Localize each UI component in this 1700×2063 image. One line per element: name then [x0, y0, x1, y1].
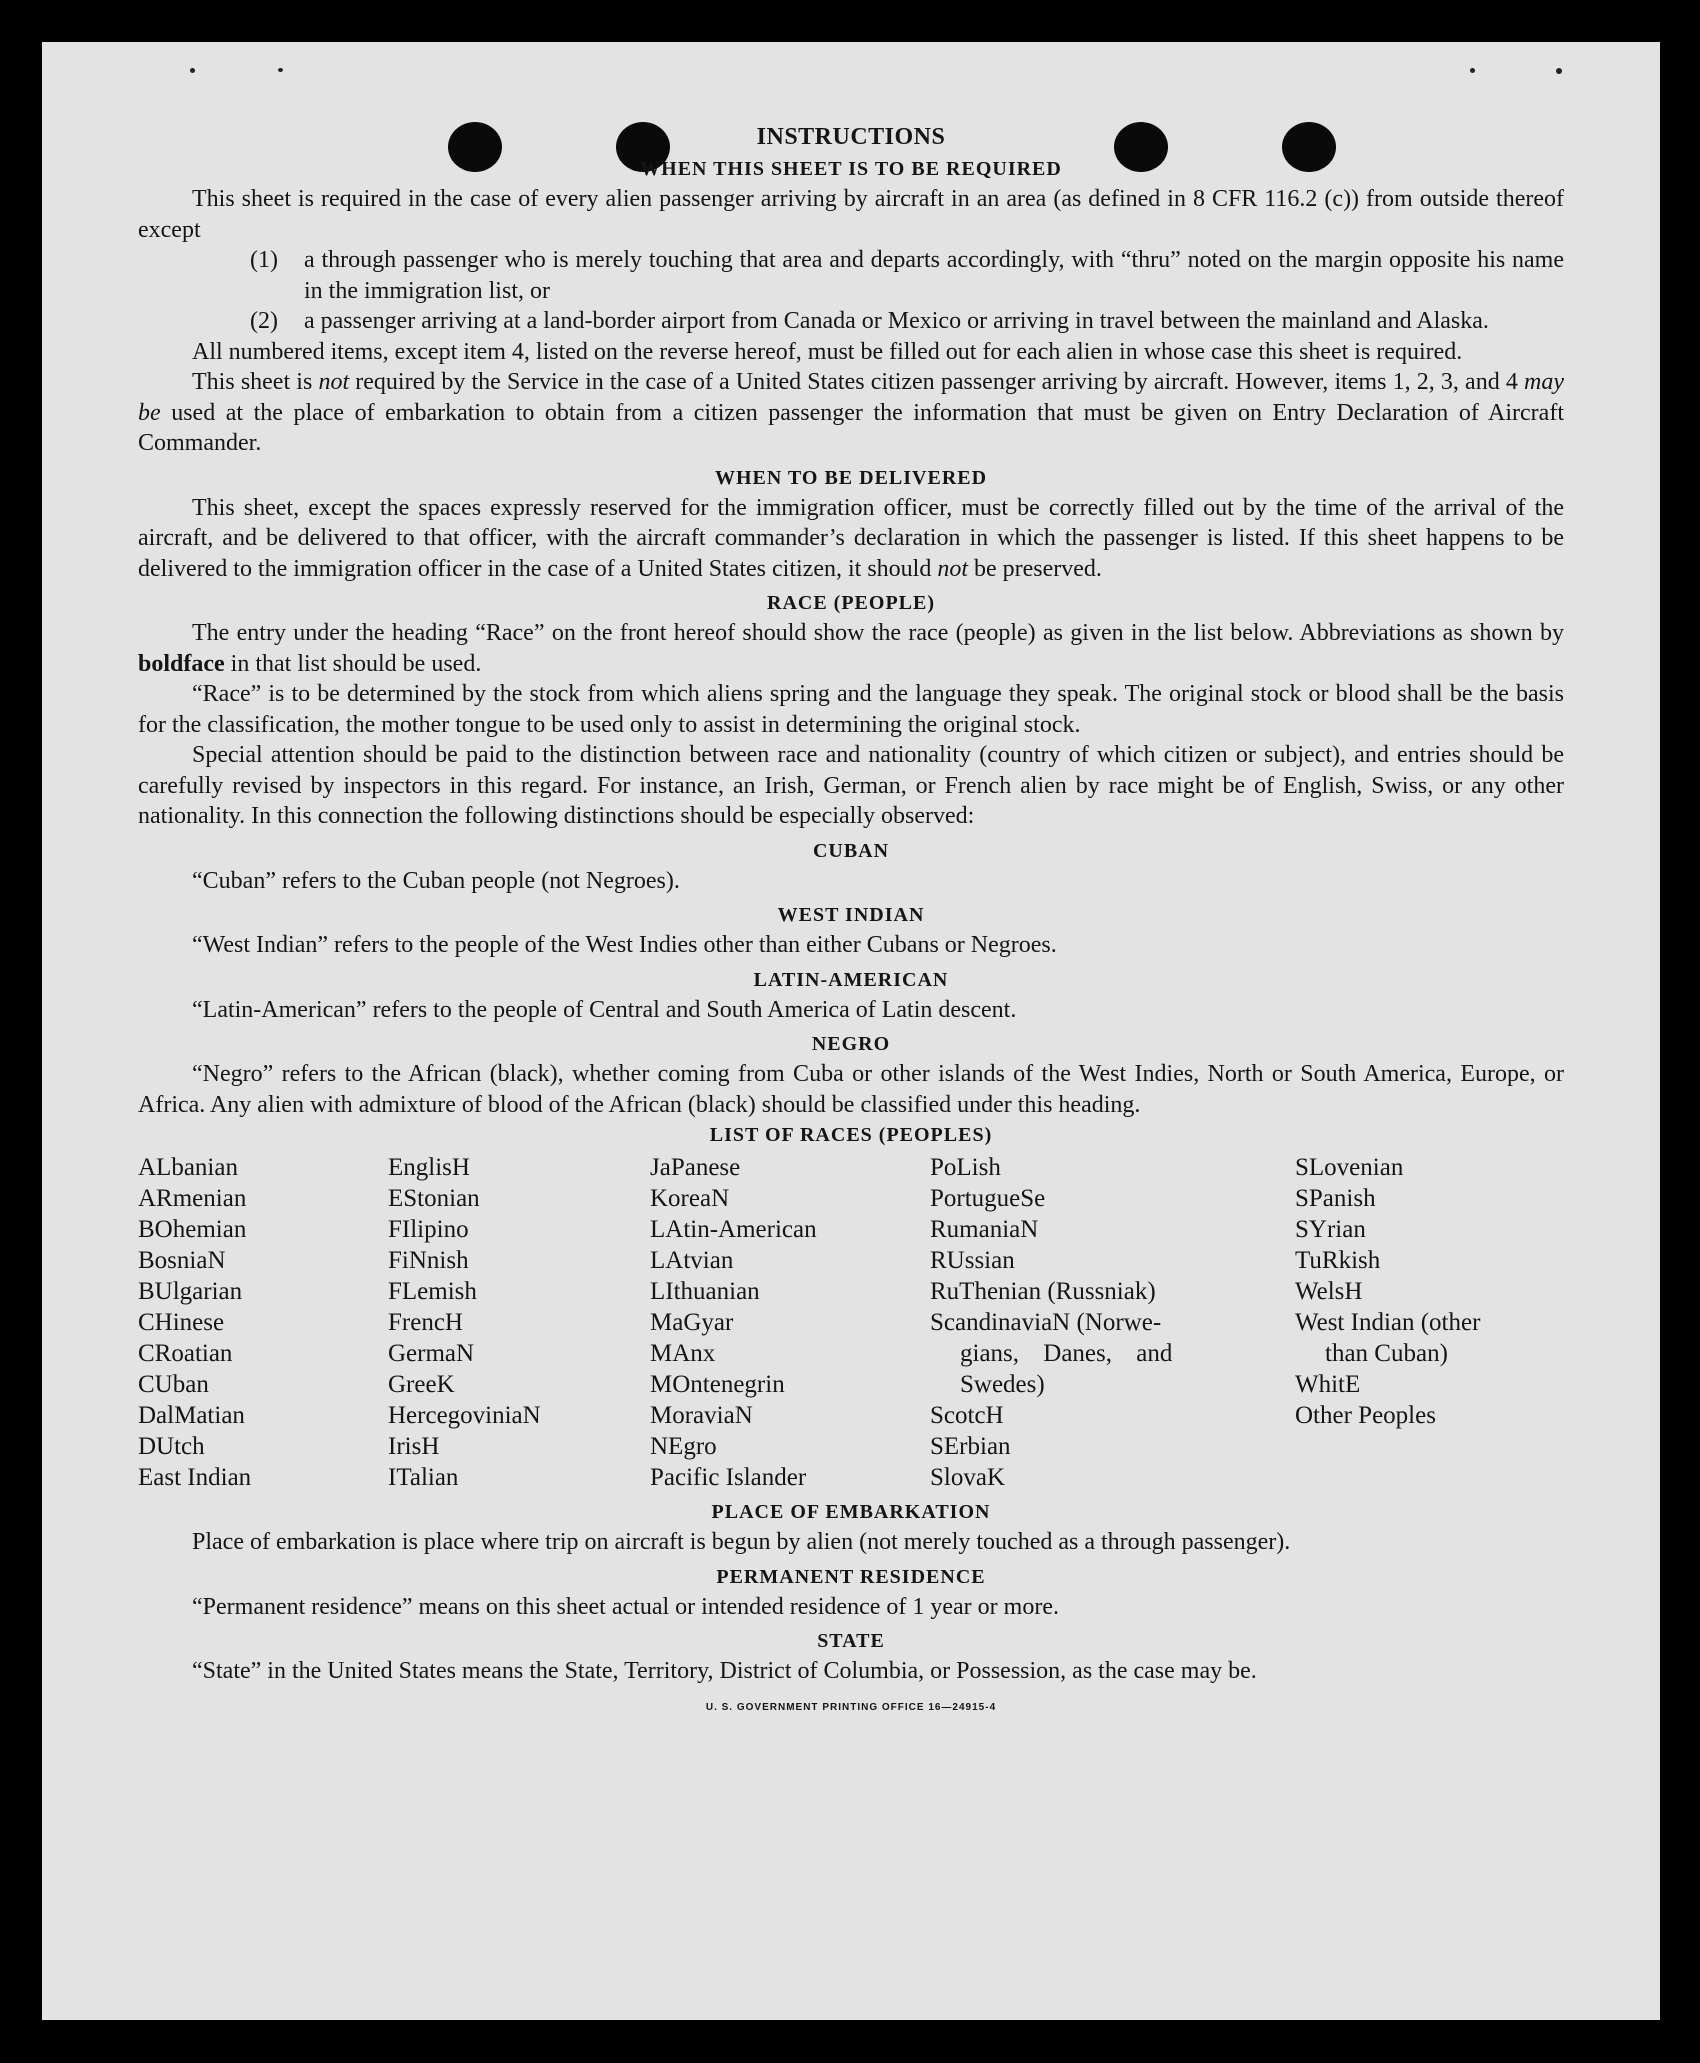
- race-item: PoLish: [930, 1154, 1001, 1181]
- race-item: MOntenegrin: [650, 1371, 785, 1398]
- races-column: [388, 1152, 650, 1493]
- race-item: SlovaK: [930, 1464, 1005, 1491]
- item-number: (1): [250, 247, 278, 273]
- race-item: Other Peoples: [1295, 1402, 1436, 1429]
- race-item: KoreaN: [650, 1185, 730, 1212]
- race-item: CHinese: [138, 1309, 225, 1336]
- race-item-continued: gians, Danes, and: [960, 1340, 1173, 1367]
- race-item: RUssian: [930, 1247, 1015, 1274]
- heading-when-delivered: WHEN TO BE DELIVERED: [714, 466, 988, 489]
- race-item: FrencH: [388, 1309, 463, 1336]
- heading-west-indian: WEST INDIAN: [777, 904, 925, 926]
- race-item: ARmenian: [138, 1185, 247, 1212]
- paragraph: “Race” is to be determined by the stock from which aliens spring and the language they speak. The original stock or blood shall be the basis for the classification, the mother tongue to be used only to assist in determining the original stock.: [138, 681, 1564, 738]
- italic-text: may be: [138, 369, 1564, 426]
- race-item: Pacific Islander: [650, 1464, 807, 1491]
- race-item: CRoatian: [138, 1340, 233, 1367]
- race-item: LAtvian: [650, 1247, 734, 1274]
- heading-state: STATE: [817, 1630, 885, 1652]
- race-item: East Indian: [138, 1464, 252, 1491]
- races-list: [138, 1152, 1564, 1493]
- text-run: in that list should be used.: [224, 650, 482, 677]
- paragraph: “Latin-American” refers to the people of Central and South America of Latin descent.: [192, 996, 1017, 1023]
- heading-place-of-embarkation: PLACE OF EMBARKATION: [711, 1501, 991, 1523]
- heading-latin-american: LATIN-AMERICAN: [753, 968, 949, 991]
- paragraph: “State” in the United States means the State, Territory, District of Columbia, or Possession, as the case may be.: [192, 1658, 1257, 1684]
- race-item: GermaN: [388, 1340, 475, 1367]
- race-item: GreeK: [388, 1371, 455, 1398]
- paragraph: [138, 618, 1564, 679]
- races-column: [930, 1152, 1295, 1493]
- paragraph: “Cuban” refers to the Cuban people (not Negroes).: [192, 867, 680, 894]
- text-run: used at the place of embarkation to obtain from a citizen passenger the information that must be given on Entry Declaration of Aircraft Commander.: [138, 399, 1564, 456]
- race-item: RumaniaN: [930, 1216, 1039, 1243]
- race-item-continued: than Cuban): [1325, 1340, 1448, 1367]
- paper-speck: [278, 68, 283, 72]
- races-column: [1295, 1152, 1564, 1493]
- race-item: PortugueSe: [930, 1185, 1046, 1212]
- race-item: EStonian: [388, 1185, 480, 1212]
- race-item: ITalian: [388, 1464, 459, 1491]
- race-item: MAnx: [650, 1340, 716, 1367]
- race-item: IrisH: [388, 1433, 440, 1460]
- text-run: be preserved.: [968, 555, 1102, 582]
- race-item-continued: Swedes): [960, 1371, 1045, 1398]
- race-item: ScandinaviaN (Norwe-: [930, 1309, 1162, 1336]
- race-item: West Indian (other: [1295, 1309, 1481, 1336]
- document-sheet: [42, 42, 1660, 2020]
- race-item: BosniaN: [138, 1247, 226, 1274]
- printing-office-footer: U. S. GOVERNMENT PRINTING OFFICE 16—24915-4: [705, 1701, 997, 1713]
- paper-speck: [1470, 68, 1475, 73]
- paper-speck: [190, 68, 195, 73]
- race-item: WhitE: [1295, 1371, 1361, 1398]
- heading-cuban: CUBAN: [812, 839, 890, 862]
- race-item: NEgro: [650, 1433, 717, 1460]
- race-item: SYrian: [1295, 1216, 1366, 1243]
- text-run: This sheet is: [192, 369, 319, 395]
- race-item: WelsH: [1295, 1278, 1363, 1305]
- race-item: HercegoviniaN: [388, 1402, 541, 1429]
- text-run: required by the Service in the case of a United States citizen passenger arriving by aircraft. However, items 1, 2, 3, and 4: [349, 369, 1524, 395]
- heading-race: RACE (PEOPLE): [767, 592, 935, 614]
- races-column: [138, 1152, 388, 1493]
- race-item: TuRkish: [1295, 1247, 1381, 1274]
- race-item: SErbian: [930, 1433, 1011, 1460]
- heading-negro: NEGRO: [811, 1033, 891, 1055]
- race-item: RuThenian (Russniak): [930, 1278, 1156, 1305]
- race-item: FiNnish: [388, 1247, 469, 1274]
- race-item: FIlipino: [388, 1216, 469, 1243]
- paragraph: Special attention should be paid to the distinction between race and nationality (country of which citizen or subject), and entries should be carefully revised by inspectors in this regard. For instance, an Irish, German, or French alien by race might be of English, Swiss, or any other nationality. In this connection the following distinctions should be especially observed:: [138, 742, 1564, 829]
- italic-text: not: [937, 555, 968, 582]
- italic-text: not: [318, 369, 350, 395]
- race-item: BUlgarian: [138, 1278, 243, 1305]
- page-title: INSTRUCTIONS: [756, 124, 946, 150]
- paragraph: “West Indian” refers to the people of the West Indies other than either Cubans or Negroes.: [192, 932, 1057, 958]
- item-text: a passenger arriving at a land-border airport from Canada or Mexico or arriving in travel between the mainland and Alaska.: [304, 308, 1489, 334]
- race-item: LAtin-American: [650, 1216, 817, 1243]
- text-run: The entry under the heading “Race” on the front hereof should show the race (people) as given in the list below. Abbreviations as shown by: [192, 620, 1564, 646]
- race-item: FLemish: [388, 1278, 477, 1305]
- paper-speck: [1556, 68, 1562, 74]
- paragraph: [138, 367, 1564, 459]
- race-item: EnglisH: [388, 1154, 470, 1181]
- paragraph: [138, 493, 1564, 585]
- race-item: DUtch: [138, 1433, 205, 1460]
- item-number: (2): [250, 308, 278, 334]
- heading-permanent-residence: PERMANENT RESIDENCE: [716, 1565, 986, 1588]
- paragraph: All numbered items, except item 4, listed on the reverse hereof, must be filled out for each alien in whose case this sheet is required.: [192, 338, 1463, 365]
- race-item: ScotcH: [930, 1402, 1004, 1429]
- race-item: MoraviaN: [650, 1402, 753, 1429]
- text-run: This sheet, except the spaces expressly reserved for the immigration officer, must be correctly filled out by the time of the arrival of the aircraft, and be delivered to that officer, with the aircraft commander’s declaration in which the passenger is listed. If this sheet happens to be delivered to the immigration officer in the case of a United States citizen, it should: [138, 494, 1564, 582]
- race-item: DalMatian: [138, 1402, 245, 1429]
- paragraph: This sheet is required in the case of every alien passenger arriving by aircraft in an area (as defined in 8 CFR 116.2 (c)) from outside thereof except: [138, 186, 1564, 243]
- paragraph: Place of embarkation is place where trip on aircraft is begun by alien (not merely touched as a through passenger).: [192, 1529, 1291, 1555]
- race-item: CUban: [138, 1371, 209, 1398]
- list-item: [250, 306, 1564, 337]
- heading-list-of-races: LIST OF RACES (PEOPLES): [709, 1124, 993, 1146]
- race-item: LIthuanian: [650, 1278, 760, 1305]
- paragraph: “Negro” refers to the African (black), whether coming from Cuba or other islands of the West Indies, North or South America, Europe, or Africa. Any alien with admixture of blood of the African (black) should be classified under this heading.: [138, 1061, 1564, 1118]
- instructions-content: [138, 120, 1564, 1723]
- bold-text: boldface: [138, 650, 225, 677]
- races-column: [650, 1152, 930, 1493]
- race-item: ALbanian: [138, 1154, 238, 1181]
- race-item: SPanish: [1295, 1185, 1376, 1212]
- race-item: MaGyar: [650, 1309, 734, 1336]
- heading-when-required: WHEN THIS SHEET IS TO BE REQUIRED: [640, 158, 1062, 180]
- race-item: JaPanese: [650, 1154, 741, 1181]
- race-item: SLovenian: [1295, 1154, 1404, 1181]
- race-item: BOhemian: [138, 1216, 247, 1243]
- item-text: a through passenger who is merely touching that area and departs accordingly, with “thru” noted on the margin opposite his name in the immigration list, or: [304, 247, 1564, 304]
- list-item: [250, 245, 1564, 306]
- paragraph: “Permanent residence” means on this sheet actual or intended residence of 1 year or more.: [192, 1593, 1059, 1620]
